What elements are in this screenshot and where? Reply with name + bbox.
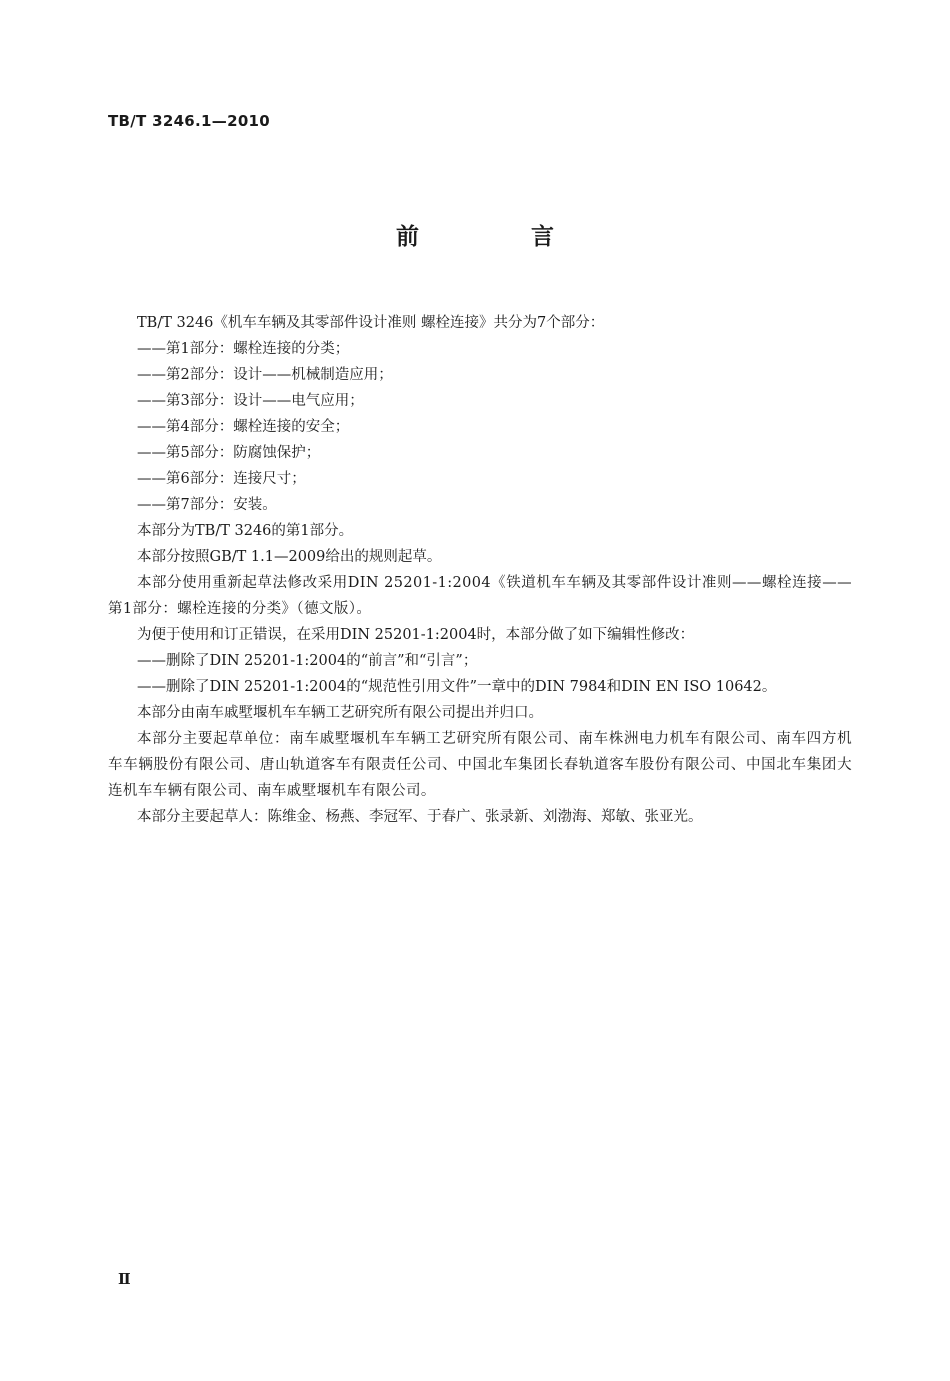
paragraph-proposer: 本部分由南车戚墅堰机车车辆工艺研究所有限公司提出并归口。 [137,705,543,721]
list-item-part-1: ——第1部分：螺栓连接的分类； [137,341,350,357]
list-item-part-3: ——第3部分：设计——电气应用； [137,393,364,409]
paragraph-part-statement: 本部分为TB/T 3246的第1部分。 [137,523,354,539]
paragraph-editorial-changes: 为便于使用和订正错误，在采用DIN 25201-1:2004时，本部分做了如下编辑性修改： [137,627,695,643]
list-item-part-7: ——第7部分：安装。 [137,497,277,513]
standard-code: TB/T 3246.1—2010 [108,112,271,130]
paragraph-intro: TB/T 3246《机车车辆及其零部件设计准则 螺栓连接》共分为7个部分： [137,315,605,331]
list-item-part-6: ——第6部分：连接尺寸； [137,471,306,487]
page-number: Ⅱ [118,1270,131,1288]
page-title: 前 言 [395,224,606,250]
paragraph-drafting-units: 本部分主要起草单位：南车戚墅堰机车车辆工艺研究所有限公司、南车株洲电力机车有限公司、南车四方机车车辆股份有限公司、唐山轨道客车有限责任公司、中国北车集团长春轨道客车股份有限公司、中国北车集团大连机车车辆有限公司、南车戚墅堰机车有限公司。 [108,731,852,799]
document-body [108,310,852,830]
paragraph-drafting-rules: 本部分按照GB/T 1.1—2009给出的规则起草。 [137,549,442,565]
list-item-part-4: ——第4部分：螺栓连接的安全； [137,419,350,435]
list-item-part-2: ——第2部分：设计——机械制造应用； [137,367,393,383]
paragraph-adoption: 本部分使用重新起草法修改采用DIN 25201-1:2004《铁道机车车辆及其零部件设计准则——螺栓连接——第1部分：螺栓连接的分类》（德文版）。 [108,575,852,617]
list-item-part-5: ——第5部分：防腐蚀保护； [137,445,321,461]
paragraph-drafters: 本部分主要起草人：陈维金、杨燕、李冠军、于春广、张录新、刘渤海、郑敏、张亚光。 [137,809,703,825]
list-item-change-1: ——删除了DIN 25201-1:2004的“前言”和“引言”； [137,653,478,669]
list-item-change-2: ——删除了DIN 25201-1:2004的“规范性引用文件”一章中的DIN 7984和DIN EN ISO 10642。 [137,679,777,695]
